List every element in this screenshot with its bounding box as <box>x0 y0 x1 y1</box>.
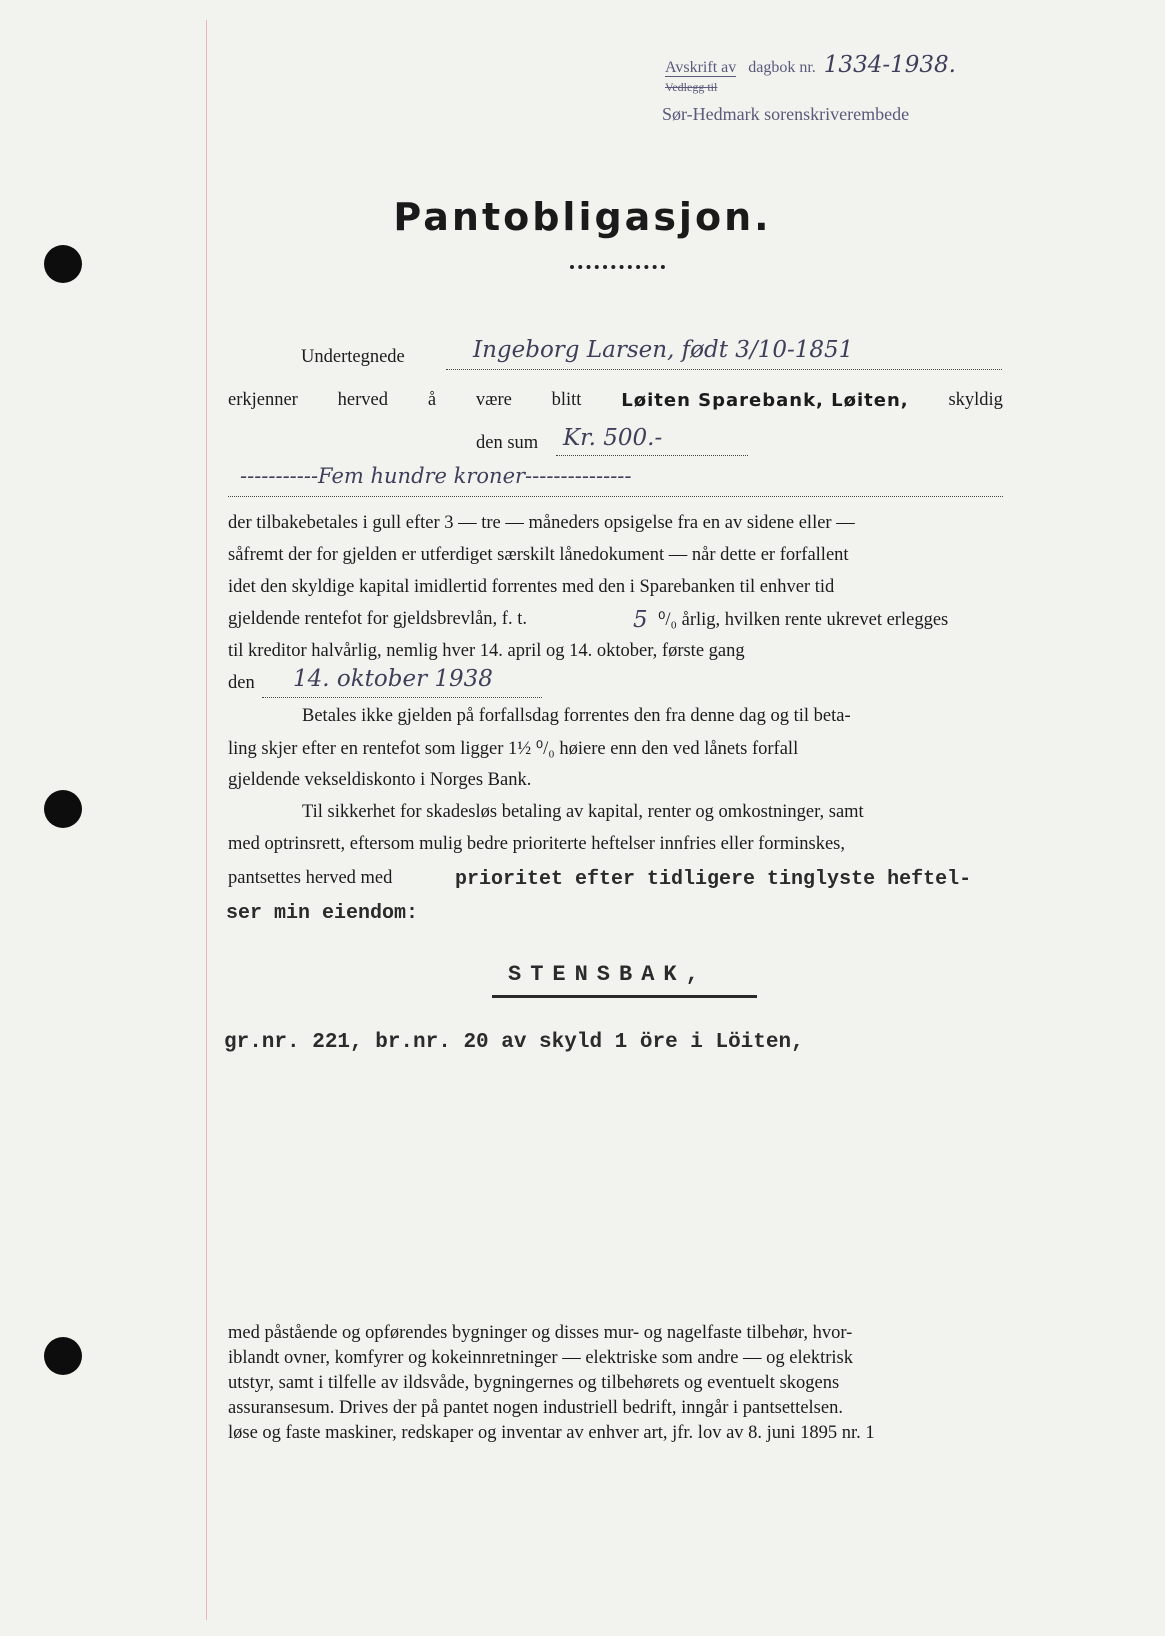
dagbok-number: 1334-1938. <box>823 52 956 78</box>
para2-line3: gjeldende vekseldiskonto i Norges Bank. <box>228 770 532 790</box>
word: være <box>475 390 512 410</box>
property-underline <box>492 995 757 998</box>
pantsettes-label: pantsettes herved med <box>228 868 393 888</box>
word: erkjenner <box>228 390 298 410</box>
den-label: den <box>228 673 255 693</box>
para1-line3: idet den skyldige kapital imidlertid forrentes med den i Sparebanken til enhver tid <box>228 577 835 597</box>
amount-words: -----------Fem hundre kroner--------------- <box>240 464 632 488</box>
para4-line2: iblandt ovner, komfyrer og kokeinnretninger — elektriske som andre — og elektrisk <box>228 1348 854 1368</box>
para3-line1: Til sikkerhet for skadesløs betaling av kapital, renter og omkostninger, samt <box>302 802 864 822</box>
pantsettes-typed: prioritet efter tidligere tinglyste heftel- <box>455 868 972 891</box>
undertegnede-value: Ingeborg Larsen, født 3/10-1851 <box>473 337 854 363</box>
den-sum-value: Kr. 500.- <box>563 425 663 451</box>
den-date-line <box>228 666 1003 694</box>
para4-line3: utstyr, samt i tilfelle av ildsvåde, bygningernes og tilbehørets og eventuelt skogens <box>228 1373 840 1393</box>
word: å <box>427 390 437 410</box>
para2-line2: ling skjer efter en rentefot som ligger 1½ ⁰/₀ høiere enn den ved lånets forfall <box>228 739 799 759</box>
bank-name: Løiten Sparebank, Løiten, <box>621 390 909 411</box>
document-title: Pantobligasjon. <box>393 195 772 239</box>
undertegnede-label: Undertegnede <box>301 347 405 367</box>
punch-hole-bottom <box>44 1337 82 1375</box>
erkjenner-line <box>228 390 1003 411</box>
para4-line1: med påstående og opførendes bygninger og disses mur- og nagelfaste tilbehør, hvor- <box>228 1323 853 1343</box>
para1-line4 <box>228 607 1003 633</box>
den-sum-label: den sum <box>476 433 539 453</box>
punch-hole-top <box>44 245 82 283</box>
word: blitt <box>551 390 582 410</box>
para4-line4: assuransesum. Drives der på pantet nogen industriell bedrift, inngår i pantsettelsen. <box>228 1398 843 1418</box>
para3-line2: med optrinsrett, eftersom mulig bedre prioriterte heftelser innfries eller forminskes, <box>228 834 845 854</box>
stamp-label: dagbok nr. <box>748 59 816 76</box>
stamp-struck: Vedlegg til <box>665 80 718 94</box>
para1-line2: såfremt der for gjelden er utferdiget særskilt lånedokument — når dette er forfallent <box>228 545 849 565</box>
rate-value: 5 <box>633 607 648 633</box>
den-date-value: 14. oktober 1938 <box>293 666 493 692</box>
title-dots <box>570 265 665 269</box>
word: skyldig <box>948 390 1003 410</box>
rentefot-text: gjeldende rentefot for gjeldsbrevlån, f. t. <box>228 609 527 629</box>
pantsettes-typed-cont: ser min eiendom: <box>226 902 419 925</box>
para4-line5: løse og faste maskiner, redskaper og inventar av enhver art, jfr. lov av 8. juni 1895 nr. 1 <box>228 1423 875 1443</box>
word: herved <box>337 390 389 410</box>
property-name: STENSBAK, <box>508 962 708 987</box>
stamp-office: Sør-Hedmark sorenskriverembede <box>662 104 910 124</box>
stamp-prefix: Avskrift av <box>665 59 737 76</box>
para1-line5: til kreditor halvårlig, nemlig hver 14. april og 14. oktober, første gang <box>228 641 745 661</box>
rate-suffix: ⁰/₀ årlig, hvilken rente ukrevet erlegges <box>658 610 949 630</box>
property-description: gr.nr. 221, br.nr. 20 av skyld 1 öre i Löiten, <box>224 1031 804 1054</box>
pantsettes-line <box>228 868 1003 889</box>
para1-line1: der tilbakebetales i gull efter 3 — tre — måneders opsigelse fra en av sidene eller — <box>228 513 855 533</box>
para2-line1: Betales ikke gjelden på forfallsdag forrentes den fra denne dag og til beta- <box>302 706 851 726</box>
punch-hole-middle <box>44 790 82 828</box>
margin-line <box>206 20 207 1620</box>
stamp-line1 <box>665 52 956 78</box>
